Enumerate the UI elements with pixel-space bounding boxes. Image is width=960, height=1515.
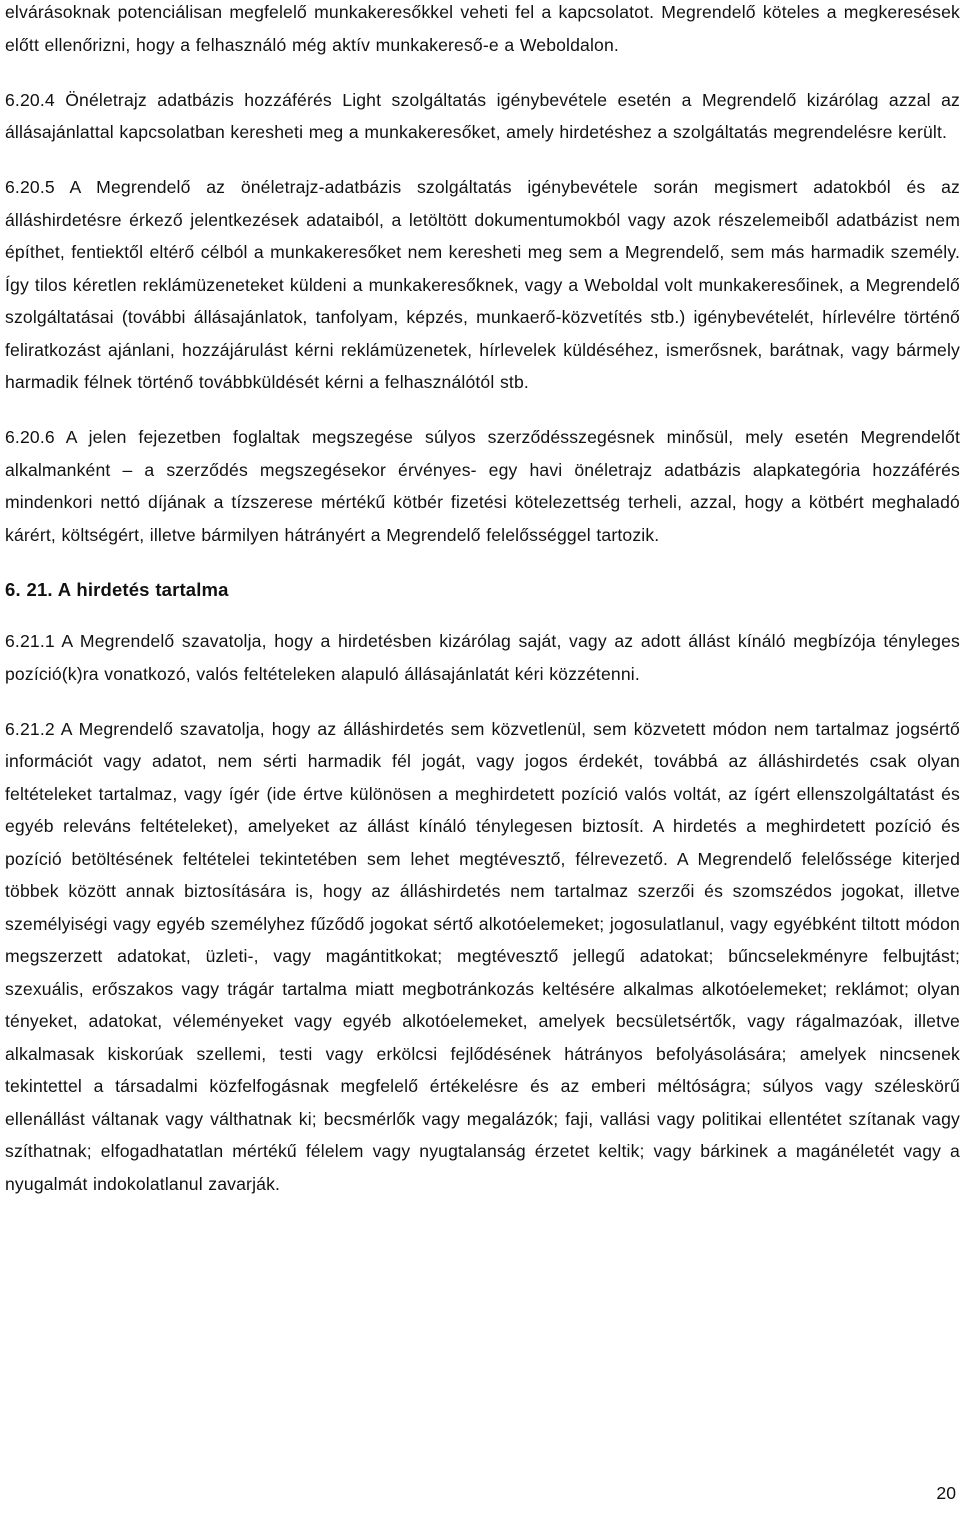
paragraph-continuation: elvárásoknak potenciálisan megfelelő munkakeresőkkel veheti fel a kapcsolatot. Megrendelő köteles a megkeresések előtt ellenőrizni, hogy a felhasználó még aktív munkakereső-e a Weboldalon. bbox=[5, 2, 960, 55]
paragraph-6-21-2: 6.21.2 A Megrendelő szavatolja, hogy az álláshirdetés sem közvetlenül, sem közvetett módon nem tartalmaz jogsértő információt vagy adatot, nem sérti harmadik fél jogát, vagy jogos érdekét, továbbá az álláshirdetés csak olyan feltételeket tartalmaz, vagy ígér (ide értve különösen a meghirdetett pozíció valós voltát, az ígért ellenszolgáltatást és egyéb releváns feltételeket), amelyeket az állást kínáló ténylegesen biztosít. A hirdetés a meghirdetett pozíció és pozíció betöltésének feltételei tekintetében sem lehet megtévesztő, félrevezető. A Megrendelő felelőssége kiterjed többek között annak biztosítására is, hogy az álláshirdetés nem tartalmaz szerzői és szomszédos jogokat, illetve személyiségi vagy egyéb személyhez fűződő jogokat sértő alkotóelemeket; jogosulatlanul, vagy egyébként tiltott módon megszerzett adatokat, üzleti-, vagy magántitkokat; megtévesztő jellegű adatokat; bűncselekményre felbujtást; szexuális, erőszakos vagy trágár tartalma miatt megbotránkozás keltésére alkalmas alkotóelemeket; reklámot; olyan tényeket, adatokat, véleményeket vagy egyéb alkotóelemeket, amelyek becsületsértők, vagy rágalmazóak, illetve alkalmasak kiskorúak szellemi, testi vagy erkölcsi fejlődésének hátrányos befolyásolására; amelyek nincsenek tekintettel a társadalmi közfelfogásnak megfelelő értékelésre és az emberi méltóságra; súlyos vagy széleskörű ellenállást váltanak vagy válthatnak ki; becsmérlők vagy megalázók; faji, vallási vagy politikai ellentétet szítanak vagy szíthatnak; elfogadhatatlan mértékű félelem vagy nyugtalanság érzetet keltik; vagy bárkinek a magánéletét vagy a nyugalmát indokolatlanul zavarják. bbox=[5, 718, 960, 1194]
paragraph-6-20-4: 6.20.4 Önéletrajz adatbázis hozzáférés Light szolgáltatás igénybevétele esetén a Megrendelő kizárólag azzal az állásajánlattal kapcsolatban keresheti meg a munkakeresőket, amely hirdetéshez a szolgáltatás megrendelésre került. bbox=[5, 89, 960, 142]
paragraph-6-20-5: 6.20.5 A Megrendelő az önéletrajz-adatbázis szolgáltatás igénybevétele során megismert adatokból és az álláshirdetésre érkező jelentkezések adataiból, a letöltött dokumentumokból vagy azok részelemeiből adatbázist nem építhet, fentiektől eltérő célból a munkakeresőket nem keresheti meg sem a Megrendelő, sem más harmadik személy. Így tilos kéretlen reklámüzeneteket küldeni a munkakeresőknek, vagy a Weboldal volt munkakeresőinek, a Megrendelő szolgáltatásai (további állásajánlatok, tanfolyam, képzés, munkaerő-közvetítés stb.) igénybevételét, hírlevélre történő feliratkozást ajánlani, hozzájárulást kérni reklámüzenetek, hírlevelek küldéséhez, ismerősnek, barátnak, vagy bármely harmadik félnek történő továbbküldését kérni a felhasználótól stb. bbox=[5, 177, 960, 392]
document-page bbox=[5, 0, 960, 1200]
page-number: 20 bbox=[936, 1483, 956, 1503]
paragraph-6-21-1: 6.21.1 A Megrendelő szavatolja, hogy a hirdetésben kizárólag saját, vagy az adott állást kínáló megbízója tényleges pozíció(k)ra vonatkozó, valós feltételeken alapuló állásajánlatát kéri közzétenni. bbox=[5, 631, 960, 684]
paragraph-6-20-6: 6.20.6 A jelen fejezetben foglaltak megszegése súlyos szerződésszegésnek minősül, mely esetén Megrendelőt alkalmanként – a szerződés megszegésekor érvényes- egy havi önéletrajz adatbázis alapkategória hozzáférés mindenkori nettó díjának a tízszerese mértékű kötbér fizetési kötelezettség terheli, azzal, hogy a kötbért meghaladó kárért, költségért, illetve bármilyen hátrányért a Megrendelő felelősséggel tartozik. bbox=[5, 427, 960, 545]
section-heading: 6. 21. A hirdetés tartalma bbox=[5, 578, 229, 600]
